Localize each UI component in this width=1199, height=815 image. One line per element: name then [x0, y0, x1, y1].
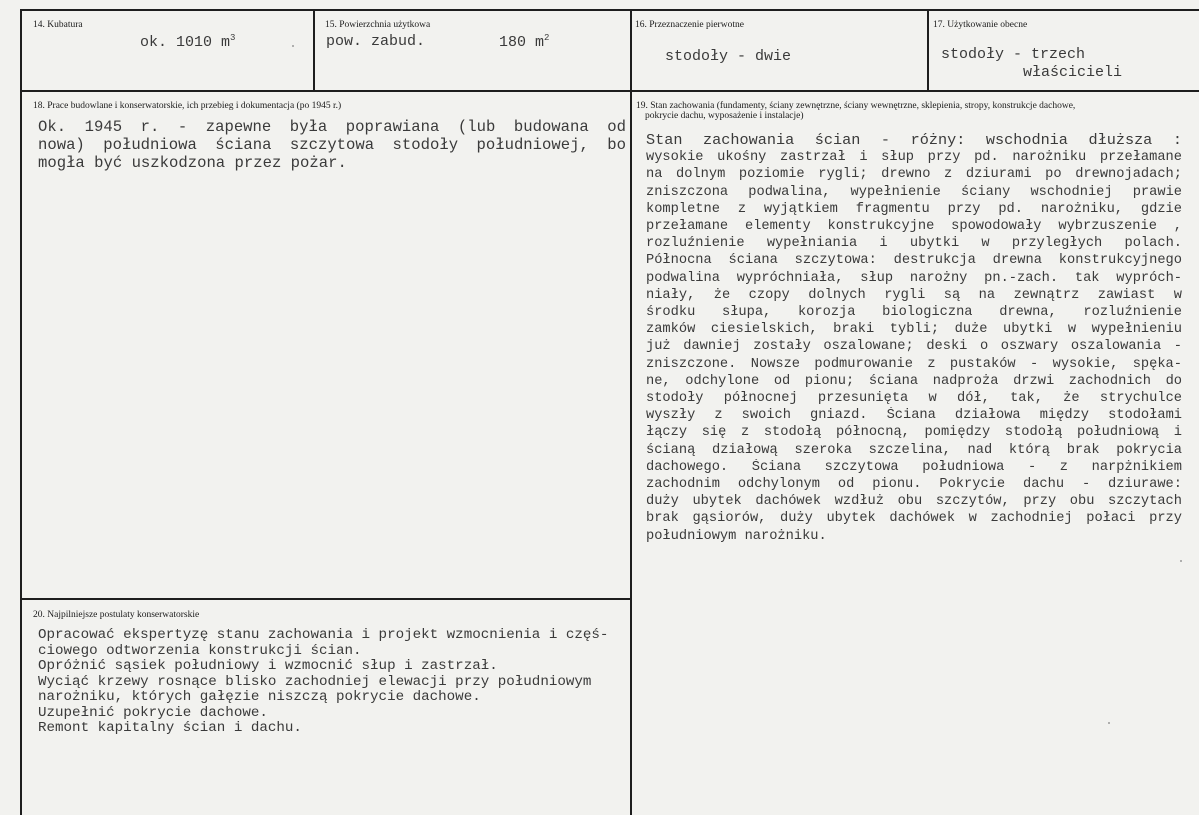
stan-line: dachowego. Ściana szczytowa południowa - z narpżnikiem [646, 459, 1182, 475]
scan-speck [1180, 560, 1182, 562]
przeznaczenie-value: stodoły - dwie [665, 48, 792, 65]
stan-line: Północna ściana szczytowa: destrukcja drewna konstrukcyjnego [646, 253, 1182, 269]
postulaty-line: narożniku, których gałęzie niszczą pokrycie dachowe. [38, 690, 481, 705]
stan-line: wysokie ukośny zastrzał i słup przy pd. narożniku przełamane [646, 150, 1182, 166]
col-divider-2 [630, 9, 632, 815]
stan-line: zniszczona podwalina, wypełnienie ściany wschodniej prawie [646, 184, 1182, 200]
stan-line: środku słupa, korozja biologiczna drewna, rozluźnienie [646, 305, 1182, 321]
kubatura-value [140, 33, 235, 51]
stan-line: już dawniej zostały oszalowane; deski o oszwary oszalowania - [646, 339, 1182, 355]
stan-line: duży ubytek dachówek wzdłuż obu szczytów, przy obu szczytach [646, 494, 1182, 510]
stan-line: wyszły z swoich gniazd. Ściana działowa między stodołami [646, 408, 1182, 424]
stan-line: niały, że czopy dolnych rygli są na zewnątrz zawiast w [646, 287, 1182, 303]
stan-line: przełamane elementy konstrukcyjne spowodowały wybrzuszenie , [646, 219, 1182, 235]
stan-line: zachodnim odchylonym od pionu. Pokrycie dachu - dziurawe: [646, 477, 1182, 493]
stan-line: zniszczone. Nowsze podmurowanie z pustaków - wysokie, spęka- [646, 356, 1182, 372]
col-divider-3 [927, 9, 929, 92]
row1-divider [20, 90, 1199, 92]
stan-line: łączy się z stodołą północną, pomiędzy stodołą południową i [646, 425, 1182, 441]
prace-label: 18. Prace budowlane i konserwatorskie, ich przebieg i dokumentacja (po 1945 r.) [33, 101, 342, 111]
prace-line: nowa) południowa ściana szczytowa stodoły południowej, bo [38, 136, 626, 154]
stan-line: południowym narożniku. [646, 528, 827, 544]
uzytkowanie-value-line2: właścicieli [1023, 64, 1123, 81]
left-border [20, 9, 22, 815]
postulaty-line: Remont kapitalny ścian i dachu. [38, 721, 302, 736]
stan-line: brak gąsiorów, duży ubytek dachówek w zachodniej połaci przy [646, 511, 1182, 527]
powierzchnia-unit-sup: 2 [544, 33, 550, 43]
scan-speck [292, 45, 294, 47]
powierzchnia-label: 15. Powierzchnia użytkowa [325, 20, 431, 30]
section18-divider [20, 598, 632, 600]
stan-line: ne, odchylone od pionu; ściana nadproża drzwi zachodnich do [646, 373, 1182, 389]
stan-line: na dolnym poziomie rygli; drewno z dziurami po drewnojadach; [646, 167, 1182, 183]
postulaty-line: Opróżnić sąsiek południowy i wzmocnić słup i zastrzał. [38, 659, 498, 674]
postulaty-line: Wyciąć krzewy rosnące blisko zachodniej elewacji przy południowym [38, 674, 592, 690]
postulaty-text [38, 628, 626, 737]
col-divider-1 [313, 9, 315, 92]
stan-label-line2: pokrycie dachu, wyposażenie i instalacje) [645, 111, 804, 121]
stan-line: kompletne z wyjątkiem fragmentu przy pd. narożniku, gdzie [646, 201, 1182, 217]
prace-line: mogła być uszkodzona przez pożar. [38, 154, 347, 172]
top-border [20, 9, 1199, 11]
postulaty-line: ciowego odtworzenia konstrukcji ścian. [38, 643, 362, 659]
kubatura-number: ok. 1010 m [140, 34, 231, 51]
stan-label-line1: 19. Stan zachowania (fundamenty, ściany zewnętrzne, ściany wewnętrzne, sklepienia, stropy, konstrukcje dachowe, [636, 101, 1076, 111]
prace-line: Ok. 1945 r. - zapewne była poprawiana (lub budowana od [38, 118, 626, 136]
powierzchnia-prefix: pow. zabud. [326, 33, 426, 50]
kubatura-unit-sup: 3 [230, 33, 236, 43]
stan-text [646, 132, 1182, 545]
stan-line: Stan zachowania ścian - różny: wschodnia dłuższa : [646, 132, 1182, 149]
postulaty-line: Opracować ekspertyzę stanu zachowania i projekt wzmocnienia i częś- [38, 628, 609, 643]
prace-text [38, 118, 626, 172]
przeznaczenie-label: 16. Przeznaczenie pierwotne [635, 20, 744, 30]
stan-line: podwalina wypróchniała, słup narożny pn.-zach. tak wypróch- [646, 270, 1182, 286]
powierzchnia-number: 180 m [499, 34, 545, 51]
kubatura-label: 14. Kubatura [33, 20, 83, 30]
powierzchnia-value [499, 33, 549, 51]
stan-line: ścianą działową szeroka szczelina, nad którą brak pokrycia [646, 442, 1182, 458]
stan-line: stodoły północnej przesunięta w dół, tak, że strychulce [646, 391, 1182, 407]
postulaty-label: 20. Najpilniejsze postulaty konserwatorskie [33, 610, 200, 620]
postulaty-line: Uzupełnić pokrycie dachowe. [38, 705, 268, 721]
scan-speck [1108, 722, 1110, 724]
uzytkowanie-value-line1: stodoły - trzech [941, 46, 1086, 63]
stan-line: zamków ciesielskich, braki tybli; duże ubytki w wypełnieniu [646, 322, 1182, 338]
stan-line: rozluźnienie wypełniania i ubytki w przyległych polach. [646, 236, 1182, 252]
uzytkowanie-label: 17. Użytkowanie obecne [933, 20, 1028, 30]
